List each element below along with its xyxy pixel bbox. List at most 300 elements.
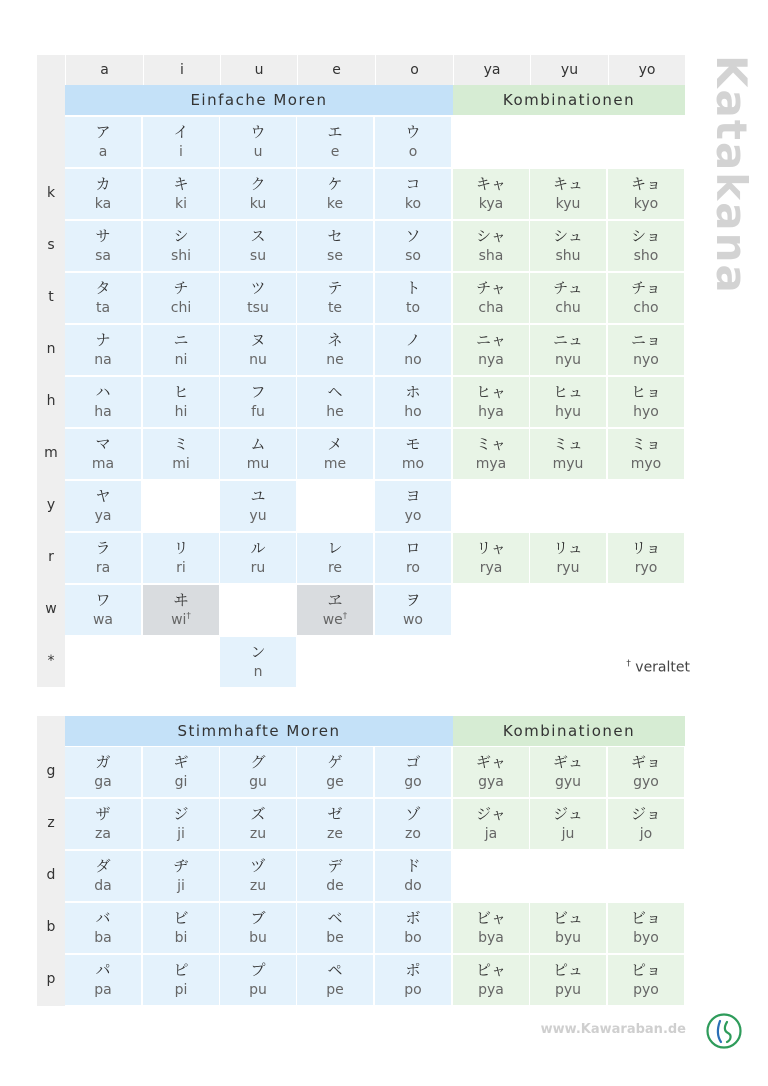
kana-char: リ <box>173 539 189 557</box>
romaji <box>65 456 141 473</box>
kana-char: ウ <box>250 123 266 141</box>
kana-char: ギュ <box>552 753 583 771</box>
romaji-text: byo <box>633 930 659 946</box>
combo-cell-myu <box>530 429 606 479</box>
romaji <box>530 930 606 947</box>
romaji <box>65 248 141 265</box>
romaji <box>453 248 529 265</box>
row-label-d: d <box>46 867 56 883</box>
romaji-text: pu <box>249 982 267 998</box>
romaji <box>65 144 141 161</box>
combo-cell-kyo <box>608 169 684 219</box>
romaji <box>220 826 296 843</box>
kana-cell-pi <box>143 955 219 1005</box>
romaji <box>143 612 219 629</box>
romaji <box>297 878 373 895</box>
row-label-n: n <box>46 341 56 357</box>
romaji-text: kyo <box>633 196 659 212</box>
kana-char: ヂ <box>173 857 189 875</box>
kana-cell-nu <box>220 325 296 375</box>
kana-cell-zo <box>375 799 451 849</box>
kana-char: ニョ <box>630 331 661 349</box>
kana-char: ミャ <box>476 435 506 453</box>
romaji-text: nyu <box>554 352 582 368</box>
kana-char: ヌ <box>250 331 266 349</box>
kana-char: ヲ <box>405 591 421 609</box>
romaji-text: cho <box>633 300 659 316</box>
row-label-k: k <box>46 185 56 201</box>
romaji <box>65 878 141 895</box>
romaji <box>143 404 219 421</box>
romaji <box>220 144 296 161</box>
romaji <box>65 982 141 999</box>
kana-cell-no <box>375 325 451 375</box>
kana-char: ショ <box>631 227 661 245</box>
romaji <box>453 196 529 213</box>
romaji <box>220 878 296 895</box>
romaji <box>65 196 141 213</box>
vertical-title: Katakana <box>707 55 756 295</box>
combo-cell-bya <box>453 903 529 953</box>
romaji <box>453 300 529 317</box>
kana-cell-go <box>375 747 451 797</box>
romaji <box>143 144 219 161</box>
romaji-text: e <box>330 144 340 160</box>
romaji-text: da <box>94 878 112 894</box>
romaji-text: ke <box>326 196 344 212</box>
kana-char: リャ <box>476 539 506 557</box>
kana-cell-gi <box>143 747 219 797</box>
simple-morae-header: Einfache Moren <box>65 85 453 115</box>
romaji <box>220 664 296 681</box>
romaji-text: fu <box>251 404 265 420</box>
romaji-text: ju <box>561 826 575 842</box>
kana-char: ピュ <box>552 961 583 979</box>
romaji-text: nyo <box>633 352 659 368</box>
dagger-mark: † <box>626 659 631 669</box>
romaji <box>220 404 296 421</box>
row-label-g: g <box>46 763 56 779</box>
romaji-text: mya <box>475 456 507 472</box>
kana-char: キュ <box>552 175 583 193</box>
romaji <box>297 196 373 213</box>
romaji <box>453 404 529 421</box>
romaji <box>65 508 141 525</box>
kana-char: ヒュ <box>552 383 583 401</box>
romaji-text: wo <box>402 612 423 628</box>
romaji-text: kya <box>478 196 504 212</box>
romaji-text: we <box>322 612 343 628</box>
romaji <box>608 352 684 369</box>
romaji <box>530 456 606 473</box>
kana-char: ゼ <box>327 805 343 823</box>
kana-char: ジャ <box>476 805 506 823</box>
kana-char: シャ <box>476 227 506 245</box>
romaji-text: ki <box>175 196 187 212</box>
column-header-o: o <box>375 55 453 85</box>
kana-char: ピャ <box>475 961 506 979</box>
romaji-text: go <box>404 774 422 790</box>
romaji <box>220 352 296 369</box>
combinations-header-2: Kombinationen <box>453 716 685 746</box>
romaji-text: myo <box>630 456 662 472</box>
romaji-text: zu <box>249 826 267 842</box>
kana-cell-zu <box>220 799 296 849</box>
kana-cell-bi <box>143 903 219 953</box>
romaji <box>297 982 373 999</box>
romaji-text: shu <box>555 248 581 264</box>
romaji-text: ni <box>174 352 188 368</box>
romaji <box>220 300 296 317</box>
kana-cell-ke <box>297 169 373 219</box>
combo-cell-sho <box>608 221 684 271</box>
kana-char: レ <box>327 539 343 557</box>
obsolete-note-text: veraltet <box>635 659 690 676</box>
combo-cell-gyu <box>530 747 606 797</box>
kana-cell-so <box>375 221 451 271</box>
combo-cell-byo <box>608 903 684 953</box>
combo-cell-cho <box>608 273 684 323</box>
kana-cell-ji <box>143 799 219 849</box>
kana-char: ヤ <box>95 487 111 505</box>
romaji-text: ji <box>177 878 185 894</box>
kana-cell-i <box>143 117 219 167</box>
kana-char: キャ <box>475 175 506 193</box>
combo-cell-mya <box>453 429 529 479</box>
kana-cell-e <box>297 117 373 167</box>
romaji-text: chu <box>555 300 581 316</box>
romaji-text: yo <box>404 508 422 524</box>
combo-cell-ju <box>530 799 606 849</box>
kana-cell-ri <box>143 533 219 583</box>
kana-cell-ya <box>65 481 141 531</box>
romaji-text: yu <box>249 508 267 524</box>
romaji <box>65 774 141 791</box>
kana-cell-shi <box>143 221 219 271</box>
romaji <box>143 878 219 895</box>
romaji-text: bi <box>174 930 188 946</box>
column-header-yo: yo <box>608 55 685 85</box>
romaji <box>65 930 141 947</box>
romaji <box>375 930 451 947</box>
kana-char: ニ <box>173 331 189 349</box>
kana-char: ビョ <box>630 909 661 927</box>
kana-char: ラ <box>95 539 111 557</box>
row-label-b: b <box>46 919 56 935</box>
combinations-header-1: Kombinationen <box>453 85 685 115</box>
romaji-text: i <box>179 144 183 160</box>
romaji <box>608 826 684 843</box>
romaji <box>65 404 141 421</box>
romaji <box>297 612 373 629</box>
romaji <box>143 300 219 317</box>
column-header-ya: ya <box>453 55 530 85</box>
kana-cell-ba <box>65 903 141 953</box>
romaji-text: sa <box>95 248 111 264</box>
kana-cell-ji <box>143 851 219 901</box>
column-header-yu: yu <box>530 55 608 85</box>
romaji-text: tsu <box>247 300 269 316</box>
romaji <box>453 352 529 369</box>
kana-char: コ <box>405 175 421 193</box>
romaji-text: ko <box>404 196 422 212</box>
romaji-text: sho <box>633 248 659 264</box>
romaji <box>297 144 373 161</box>
romaji-text: ma <box>91 456 115 472</box>
romaji-text: kyu <box>555 196 581 212</box>
kana-char: プ <box>250 961 266 979</box>
combo-cell-pyu <box>530 955 606 1005</box>
romaji-text: po <box>404 982 422 998</box>
kana-char: ヒ <box>173 383 189 401</box>
combo-cell-gyo <box>608 747 684 797</box>
combo-cell-kya <box>453 169 529 219</box>
kana-char: ガ <box>95 753 111 771</box>
combo-cell-nyu <box>530 325 606 375</box>
kana-char: ジ <box>173 805 189 823</box>
kana-cell-wo <box>375 585 451 635</box>
kana-cell-ne <box>297 325 373 375</box>
romaji <box>375 560 451 577</box>
romaji-text: cha <box>478 300 504 316</box>
kana-cell-ni <box>143 325 219 375</box>
kana-char: ポ <box>405 961 421 979</box>
romaji <box>608 196 684 213</box>
romaji-text: u <box>253 144 263 160</box>
romaji-text: pyo <box>633 982 659 998</box>
romaji-text: nu <box>249 352 267 368</box>
romaji <box>220 508 296 525</box>
kana-cell-sa <box>65 221 141 271</box>
combo-cell-sha <box>453 221 529 271</box>
row-label-s: s <box>47 237 55 253</box>
romaji-text: ru <box>250 560 266 576</box>
romaji <box>220 560 296 577</box>
kana-char: ヘ <box>327 383 343 401</box>
kana-cell-te <box>297 273 373 323</box>
romaji-text: be <box>326 930 344 946</box>
romaji <box>453 826 529 843</box>
romaji-text: ka <box>94 196 112 212</box>
romaji-text: o <box>408 144 418 160</box>
romaji <box>530 404 606 421</box>
kana-char: グ <box>250 753 266 771</box>
romaji <box>220 930 296 947</box>
kana-cell-bu <box>220 903 296 953</box>
romaji-text: zu <box>249 878 267 894</box>
combo-cell-ja <box>453 799 529 849</box>
romaji <box>143 196 219 213</box>
romaji <box>608 560 684 577</box>
kana-char: ボ <box>405 909 421 927</box>
romaji-text: su <box>249 248 267 264</box>
combo-cell-jo <box>608 799 684 849</box>
romaji <box>297 352 373 369</box>
row-label-p: p <box>46 971 56 987</box>
kana-char: ウ <box>405 123 421 141</box>
romaji <box>143 826 219 843</box>
kana-cell-yo <box>375 481 451 531</box>
romaji <box>453 774 529 791</box>
romaji-text: hyo <box>633 404 659 420</box>
kana-char: メ <box>327 435 343 453</box>
kana-char: ジョ <box>631 805 661 823</box>
romaji-text: wi <box>171 612 187 628</box>
kana-char: ア <box>95 123 111 141</box>
romaji-text: ne <box>326 352 344 368</box>
kana-char: ネ <box>327 331 343 349</box>
kana-char: ピョ <box>630 961 661 979</box>
kana-char: ツ <box>250 279 266 297</box>
romaji-text: gya <box>478 774 504 790</box>
romaji-text: se <box>327 248 343 264</box>
romaji-text: so <box>405 248 421 264</box>
combo-cell-pyo <box>608 955 684 1005</box>
kana-char: ン <box>250 643 266 661</box>
romaji-text: na <box>94 352 112 368</box>
romaji <box>375 982 451 999</box>
kana-char: ピ <box>173 961 189 979</box>
combo-cell-hya <box>453 377 529 427</box>
romaji-text: ba <box>94 930 112 946</box>
kana-char: ニュ <box>552 331 583 349</box>
kana-char: デ <box>327 857 343 875</box>
kana-char: ム <box>250 435 266 453</box>
kana-char: イ <box>173 123 189 141</box>
romaji-text: pa <box>94 982 112 998</box>
voiced-morae-header: Stimmhafte Moren <box>65 716 453 746</box>
romaji <box>375 456 451 473</box>
romaji <box>297 826 373 843</box>
kana-char: ギョ <box>630 753 661 771</box>
romaji-text: pyu <box>554 982 582 998</box>
kana-cell-ga <box>65 747 141 797</box>
romaji <box>530 248 606 265</box>
romaji-text: mo <box>401 456 425 472</box>
kana-cell-pa <box>65 955 141 1005</box>
romaji-text: ta <box>95 300 111 316</box>
romaji <box>143 248 219 265</box>
romaji-text: pya <box>478 982 504 998</box>
kana-char: チュ <box>553 279 583 297</box>
kana-cell-ki <box>143 169 219 219</box>
kana-char: ソ <box>405 227 421 245</box>
romaji-text: shi <box>170 248 192 264</box>
kana-char: ヅ <box>250 857 266 875</box>
romaji <box>297 456 373 473</box>
kana-char: ノ <box>405 331 421 349</box>
kana-char: ゾ <box>405 805 421 823</box>
romaji <box>65 300 141 317</box>
romaji <box>143 560 219 577</box>
kana-char: ジュ <box>553 805 583 823</box>
kana-cell-be <box>297 903 373 953</box>
romaji <box>453 930 529 947</box>
row-label-strip-1 <box>37 85 65 687</box>
kana-cell-mo <box>375 429 451 479</box>
row-label-special: * <box>47 653 55 669</box>
romaji <box>530 826 606 843</box>
column-header-i: i <box>143 55 220 85</box>
kawaraban-logo-icon <box>705 1012 743 1050</box>
kana-cell-ta <box>65 273 141 323</box>
kana-cell-me <box>297 429 373 479</box>
kana-char: ビ <box>173 909 189 927</box>
kana-char: ハ <box>95 383 111 401</box>
romaji-text: ji <box>177 826 185 842</box>
kana-cell-se <box>297 221 373 271</box>
website-link[interactable]: www.Kawaraban.de <box>540 1022 686 1037</box>
romaji <box>143 982 219 999</box>
romaji <box>530 982 606 999</box>
romaji <box>375 404 451 421</box>
kana-char: ヰ <box>173 591 189 609</box>
kana-cell-ze <box>297 799 373 849</box>
romaji-text: me <box>323 456 347 472</box>
romaji-text: zo <box>405 826 421 842</box>
romaji-text: ha <box>94 404 112 420</box>
romaji-text: gu <box>249 774 267 790</box>
kana-char: ゲ <box>327 753 343 771</box>
romaji-text: no <box>404 352 422 368</box>
kana-char: サ <box>95 227 111 245</box>
obsolete-dagger: † <box>186 611 191 622</box>
romaji-text: nya <box>478 352 504 368</box>
kana-char: セ <box>327 227 343 245</box>
combo-cell-ryu <box>530 533 606 583</box>
combo-cell-kyu <box>530 169 606 219</box>
kana-cell-su <box>220 221 296 271</box>
romaji <box>608 300 684 317</box>
romaji <box>375 352 451 369</box>
kana-char: エ <box>327 123 343 141</box>
kana-cell-a <box>65 117 141 167</box>
romaji <box>143 774 219 791</box>
romaji <box>608 930 684 947</box>
combo-cell-byu <box>530 903 606 953</box>
romaji <box>375 612 451 629</box>
romaji <box>453 456 529 473</box>
kana-cell-tsu <box>220 273 296 323</box>
romaji <box>220 774 296 791</box>
kana-cell-gu <box>220 747 296 797</box>
kana-cell-mi <box>143 429 219 479</box>
kana-char: ミ <box>173 435 189 453</box>
romaji-text: re <box>327 560 343 576</box>
romaji-text: chi <box>170 300 192 316</box>
romaji <box>143 930 219 947</box>
romaji-text: ku <box>249 196 267 212</box>
kana-char: ヒャ <box>475 383 506 401</box>
romaji-text: de <box>326 878 344 894</box>
kana-char: ロ <box>405 539 421 557</box>
kana-cell-zu <box>220 851 296 901</box>
kana-cell-ma <box>65 429 141 479</box>
kana-cell-po <box>375 955 451 1005</box>
romaji-text: myu <box>552 456 584 472</box>
kana-cell-da <box>65 851 141 901</box>
romaji-text: bu <box>249 930 267 946</box>
kana-char: テ <box>327 279 343 297</box>
romaji-text: ryo <box>634 560 658 576</box>
romaji <box>608 248 684 265</box>
romaji <box>375 196 451 213</box>
kana-cell-do <box>375 851 451 901</box>
kana-char: ニャ <box>475 331 506 349</box>
romaji <box>375 508 451 525</box>
romaji-text: ro <box>405 560 420 576</box>
romaji <box>608 774 684 791</box>
